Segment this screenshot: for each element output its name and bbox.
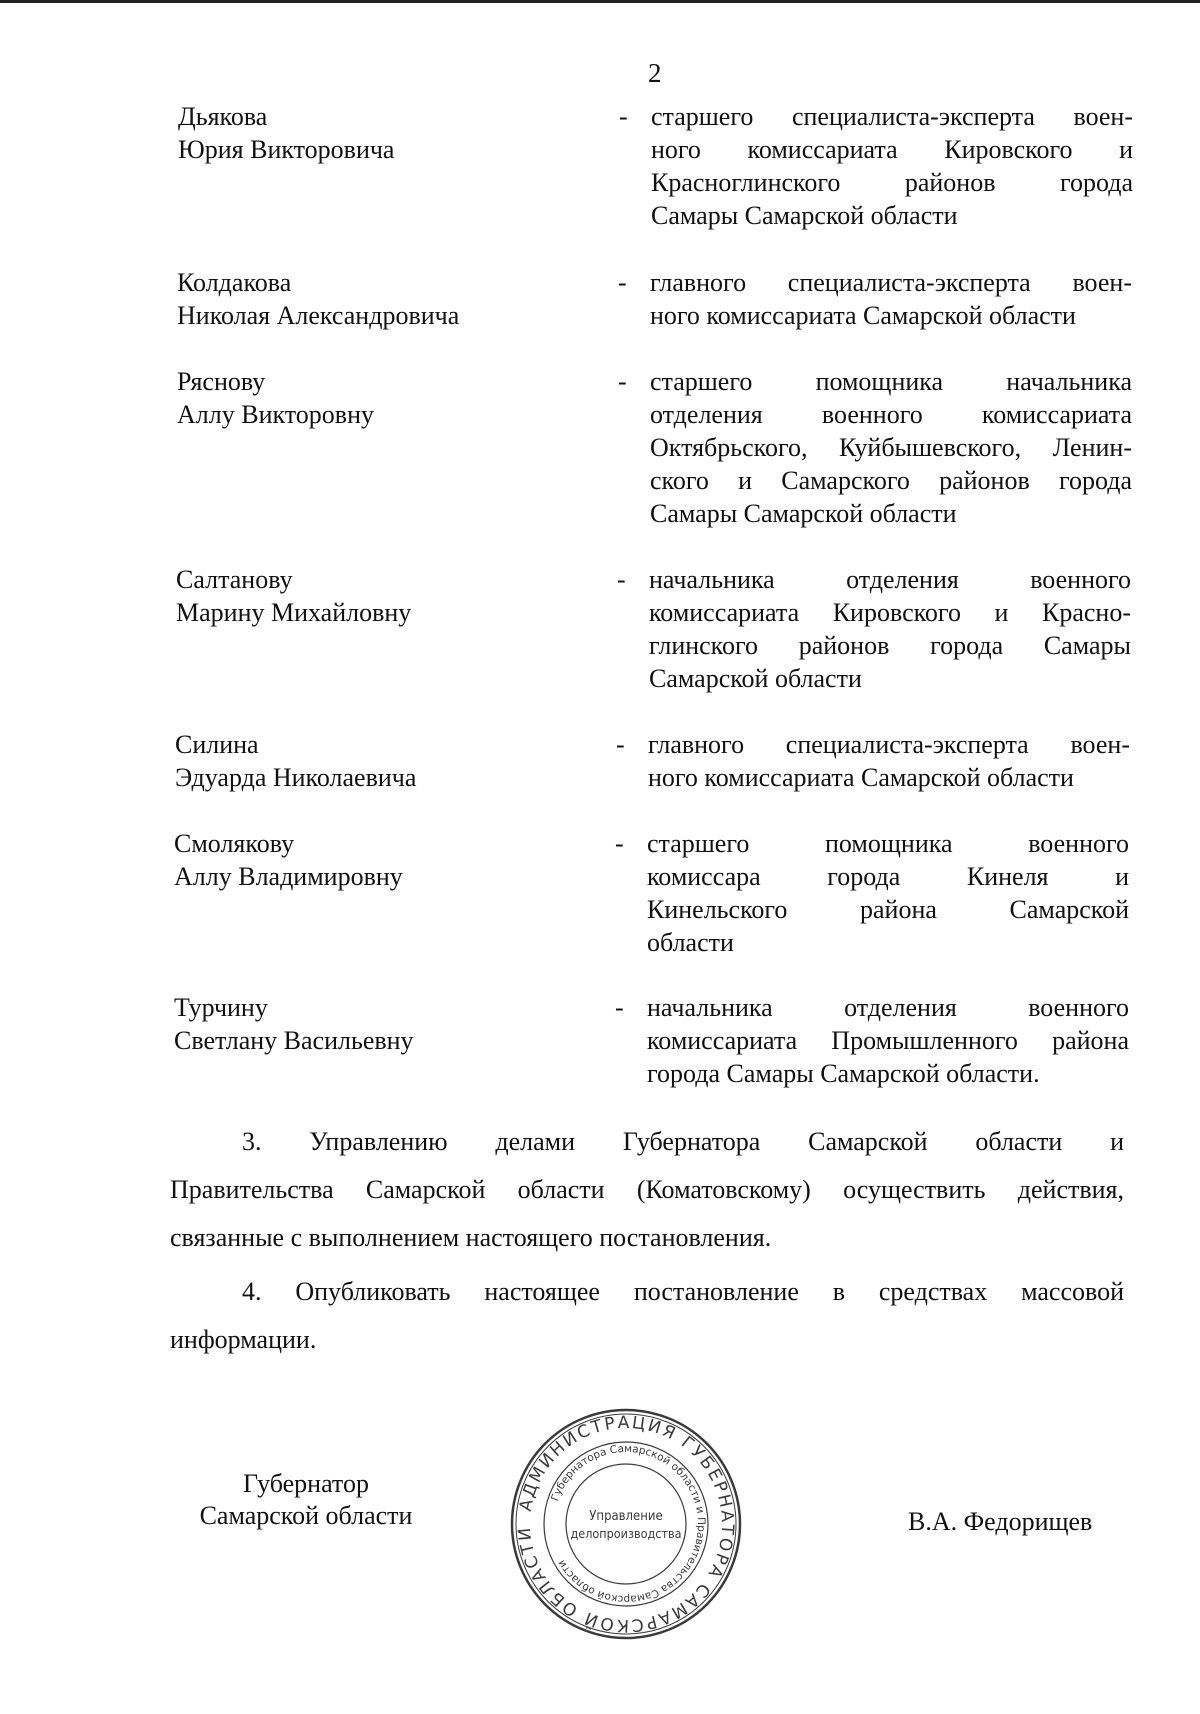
appointee-position bbox=[647, 827, 1129, 959]
top-rule bbox=[0, 0, 1200, 3]
appointee-position-line: начальника отделения военного bbox=[649, 565, 1131, 594]
appointee-name-line: Юрия Викторовича bbox=[178, 135, 395, 164]
appointee-name-line: Эдуарда Николаевича bbox=[175, 763, 417, 792]
seal-center-line: Управление bbox=[589, 1509, 663, 1524]
appointee-name-line: Смолякову bbox=[174, 829, 295, 858]
appointee-position-line: ского и Самарского районов города bbox=[650, 466, 1132, 495]
appointee-position-line: ного комиссариата Самарской области bbox=[648, 763, 1074, 792]
appointee-name-line: Аллу Викторовну bbox=[177, 400, 374, 429]
paragraph-4-line: 4. Опубликовать настоящее постановление в средствах массовой bbox=[242, 1277, 1124, 1306]
entry-dash: - bbox=[619, 102, 628, 131]
entry-dash: - bbox=[615, 829, 624, 858]
entry-dash: - bbox=[616, 730, 625, 759]
appointee-position-line: ного комиссариата Кировского и bbox=[651, 135, 1133, 164]
appointee-position-line: Самары Самарской области bbox=[651, 201, 958, 230]
appointee-position-line: Красноглинского районов города bbox=[651, 168, 1133, 197]
signatory-title-line: Губернатор bbox=[243, 1469, 369, 1498]
official-seal bbox=[508, 1406, 744, 1642]
appointee-position bbox=[649, 563, 1131, 695]
appointee-position bbox=[648, 728, 1130, 794]
appointee-position-line: комиссариата Кировского и Красно- bbox=[649, 598, 1131, 627]
appointee-position-line: глинского районов города Самары bbox=[649, 631, 1131, 660]
paragraph-3-line: Правительства Самарской области (Коматовскому) осуществить действия, bbox=[170, 1175, 1124, 1204]
signatory-name: В.А. Федорищев bbox=[908, 1507, 1093, 1536]
appointee-name-line: Николая Александровича bbox=[177, 301, 460, 330]
appointee-position-line: Самары Самарской области bbox=[650, 499, 957, 528]
appointee-position-line: отделения военного комиссариата bbox=[650, 400, 1132, 429]
appointee-position-line: главного специалиста-эксперта воен- bbox=[648, 730, 1130, 759]
appointee-position-line: города Самары Самарской области. bbox=[647, 1059, 1040, 1088]
appointee-name-line: Аллу Владимировну bbox=[174, 862, 403, 891]
paragraph-3-line: связанные с выполнением настоящего постановления. bbox=[170, 1223, 772, 1252]
appointee-name bbox=[175, 728, 416, 794]
appointee-position-line: комиссариата Промышленного района bbox=[647, 1026, 1129, 1055]
appointee-name-line: Турчину bbox=[174, 993, 268, 1022]
appointee-name-line: Ряснову bbox=[177, 367, 266, 396]
appointee-name-line: Дьякова bbox=[178, 102, 268, 131]
seal-center-line: делопроизводства bbox=[570, 1526, 682, 1541]
entry-dash: - bbox=[618, 268, 627, 297]
appointee-position bbox=[647, 991, 1129, 1090]
appointee-position-line: главного специалиста-эксперта воен- bbox=[650, 268, 1132, 297]
appointee-position bbox=[650, 365, 1132, 530]
appointee-position bbox=[650, 266, 1132, 332]
appointee-name-line: Салтанову bbox=[176, 565, 293, 594]
appointee-position-line: старшего помощника начальника bbox=[650, 367, 1132, 396]
appointee-position-line: Самарской области bbox=[649, 664, 862, 693]
appointee-position-line: области bbox=[647, 928, 734, 957]
seal-outer-text: АДМИНИСТРАЦИЯ ГУБЕРНАТОРА САМАРСКОЙ ОБЛАСТИ bbox=[514, 1412, 738, 1636]
paragraph-4 bbox=[170, 1268, 1124, 1364]
appointee-position-line: комиссара города Кинеля и bbox=[647, 862, 1129, 891]
appointee-name bbox=[178, 100, 394, 166]
appointee-name-line: Марину Михайловну bbox=[176, 598, 412, 627]
appointee-name bbox=[177, 266, 459, 332]
appointee-position-line: начальника отделения военного bbox=[647, 993, 1129, 1022]
appointee-name bbox=[174, 827, 403, 893]
paragraph-4-line: информации. bbox=[170, 1325, 317, 1354]
appointee-position-line: Кинельского района Самарской bbox=[647, 895, 1129, 924]
appointee-name-line: Колдакова bbox=[177, 268, 292, 297]
appointee-position-line: старшего помощника военного bbox=[647, 829, 1129, 858]
signatory-title-line: Самарской области bbox=[199, 1501, 413, 1530]
appointee-name-line: Светлану Васильевну bbox=[174, 1026, 414, 1055]
appointee-position bbox=[651, 100, 1133, 232]
page-number: 2 bbox=[648, 58, 662, 88]
appointee-name bbox=[174, 991, 414, 1057]
seal-inner-text: Губернатора Самарской области и Правительства Самарской области bbox=[549, 1442, 708, 1606]
entry-dash: - bbox=[615, 993, 624, 1022]
appointee-position-line: ного комиссариата Самарской области bbox=[650, 301, 1076, 330]
paragraph-3 bbox=[170, 1118, 1124, 1262]
signatory-title bbox=[176, 1468, 436, 1532]
paragraph-3-line: 3. Управлению делами Губернатора Самарской области и bbox=[242, 1127, 1124, 1156]
entry-dash: - bbox=[617, 565, 626, 594]
appointee-position-line: старшего специалиста-эксперта воен- bbox=[651, 102, 1133, 131]
appointee-name bbox=[176, 563, 411, 629]
entry-dash: - bbox=[618, 367, 627, 396]
appointee-position-line: Октябрьского, Куйбышевского, Ленин- bbox=[650, 433, 1132, 462]
appointee-name bbox=[177, 365, 374, 431]
appointee-name-line: Силина bbox=[175, 730, 259, 759]
